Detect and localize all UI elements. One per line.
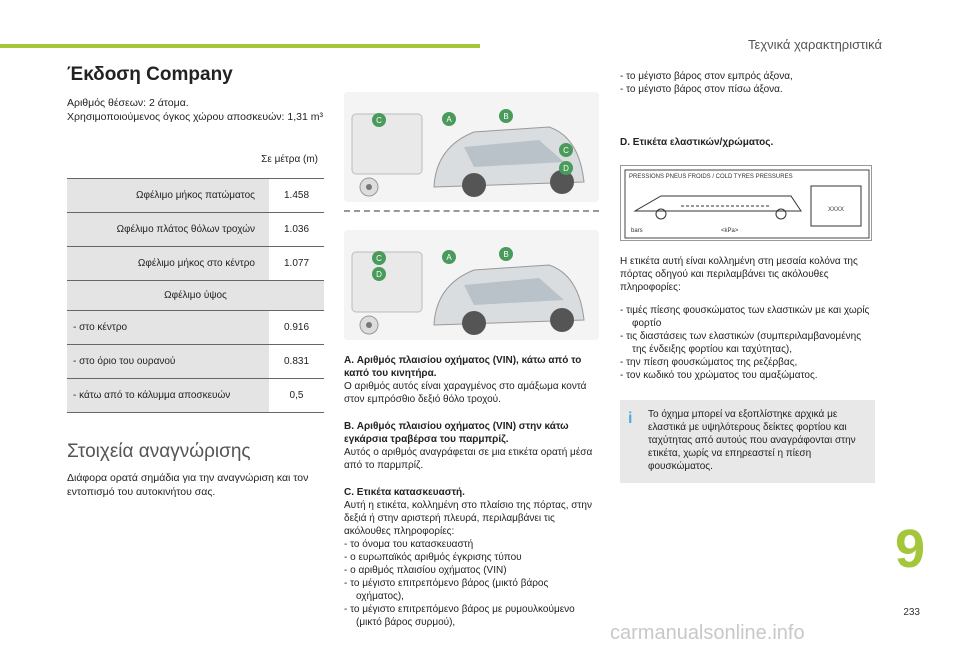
- marker-d-icon: [372, 267, 386, 281]
- info-box: [620, 400, 875, 483]
- height-header-row: Ωφέλιμο ύψος: [67, 280, 324, 310]
- section-c-list: [344, 538, 599, 629]
- car-illustration: [344, 230, 599, 340]
- svg-text:C: C: [376, 116, 382, 125]
- svg-text:C: C: [563, 146, 569, 155]
- list-item: - ο ευρωπαϊκός αριθμός έγκρισης τύπου: [344, 552, 522, 563]
- unit-header: Σε μέτρα (m): [67, 142, 324, 178]
- identification-title: Στοιχεία αναγνώρισης: [67, 440, 251, 462]
- table-row: Ωφέλιμο μήκος πατώματος 1.458: [67, 178, 324, 212]
- marker-a-icon: [442, 250, 456, 264]
- marker-d-icon: [559, 161, 573, 175]
- car-image-front: [344, 92, 599, 202]
- list-item: - ο αριθμός πλαισίου οχήματος (VIN): [344, 565, 507, 576]
- marker-b-icon: [499, 109, 513, 123]
- marker-a-icon: [442, 112, 456, 126]
- seats-text: Αριθμός θέσεων: 2 άτομα.: [67, 97, 189, 109]
- list-item: - το μέγιστο επιτρεπόμενο βάρος με ρυμουλκούμενο (μικτό βάρος συρμού),: [344, 604, 575, 628]
- table-row: - στο όριο του ουρανού 0.831: [67, 344, 324, 378]
- table-row: Ωφέλιμο πλάτος θόλων τροχών 1.036: [67, 212, 324, 246]
- car-image-rear: [344, 230, 599, 340]
- page-number: 233: [903, 607, 920, 618]
- chapter-number: 9: [894, 519, 925, 579]
- section-d-title: D. Ετικέτα ελαστικών/χρώματος.: [620, 137, 774, 148]
- table-row: Ωφέλιμο μήκος στο κέντρο 1.077: [67, 246, 324, 280]
- volume-text: Χρησιμοποιούμενος όγκος χώρου αποσκευών: 1,31 m³: [67, 111, 323, 123]
- svg-text:B: B: [503, 112, 509, 121]
- table-row: - στο κέντρο 0.916: [67, 310, 324, 344]
- list-item: - τιμές πίεσης φουσκώματος των ελαστικών με και χωρίς φορτίο: [620, 305, 870, 329]
- marker-b-icon: [499, 247, 513, 261]
- marker-c-icon: [372, 113, 386, 127]
- watermark-text: carmanualsonline.info: [610, 622, 805, 644]
- marker-c2-icon: [559, 143, 573, 157]
- section-d-text: Η ετικέτα αυτή είναι κολλημένη στη μεσαία κολόνα της πόρτας οδηγού και περιλαμβάνει τις ακόλουθες πληροφορίες:: [620, 256, 858, 293]
- list-item: - το όνομα του κατασκευαστή: [344, 539, 474, 550]
- company-title: Έκδοση Company: [67, 64, 233, 85]
- section-a-title: A. Αριθμός πλαισίου οχήματος (VIN), κάτω από το καπό του κινητήρα.: [344, 355, 582, 379]
- company-column: [67, 64, 324, 499]
- info-text: Το όχημα μπορεί να εξοπλίστηκε αρχικά με ελαστικά με υψηλότερους δείκτες φορτίου και ταχύτητας από αυτούς που αναγράφονται στην ετικέτα, χωρίς να επηρεαστεί η πίεση φουσκώματος.: [648, 409, 856, 472]
- svg-text:XXXX: XXXX: [827, 207, 845, 213]
- section-b: [344, 420, 599, 472]
- car-images-column: [344, 92, 599, 629]
- section-c: [344, 486, 599, 629]
- section-b-text: Αυτός ο αριθμός αναγράφεται σε μια ετικέτα ορατή μέσα από το παρμπρίζ.: [344, 447, 593, 471]
- section-a: [344, 354, 599, 406]
- section-c-title: C. Ετικέτα κατασκευαστή.: [344, 487, 465, 498]
- identification-intro: Διάφορα ορατά σημάδια για την αναγνώριση και τον εντοπισμό του αυτοκινήτου σας.: [67, 471, 309, 498]
- svg-text:A: A: [446, 253, 452, 262]
- list-item: - τον κωδικό του χρώματος του αμαξώματος.: [620, 370, 818, 381]
- svg-text:D: D: [563, 164, 569, 173]
- svg-text:C: C: [376, 254, 382, 263]
- list-item: - το μέγιστο βάρος στον πίσω άξονα.: [620, 84, 783, 95]
- section-header: Τεχνικά χαρακτηριστικά: [748, 37, 882, 52]
- svg-text:<kPa>: <kPa>: [721, 228, 739, 234]
- tyre-label-image: [620, 165, 872, 241]
- table-row: - κάτω από το κάλυμμα αποσκευών 0,5: [67, 378, 324, 412]
- svg-text:PRESSIONS PNEUS FROIDS / COLD: PRESSIONS PNEUS FROIDS / COLD TYRES PRESSURES: [629, 174, 793, 180]
- svg-text:A: A: [446, 115, 452, 124]
- tyre-label-illustration: [621, 166, 873, 242]
- divider: [344, 210, 599, 212]
- section-c-list-continued: [620, 70, 875, 96]
- section-b-title: B. Αριθμός πλαισίου οχήματος (VIN) στην κάτω εγκάρσια τραβέρσα του παρμπρίζ.: [344, 421, 569, 445]
- list-item: - τις διαστάσεις των ελαστικών (συμπεριλαμβανομένης της ένδειξης φορτίου και ταχύτητας),: [620, 331, 862, 355]
- info-icon: i: [628, 410, 633, 427]
- svg-text:D: D: [376, 270, 382, 279]
- dimensions-table: [67, 142, 324, 413]
- svg-text:bars: bars: [631, 228, 643, 234]
- list-item: - την πίεση φουσκώματος της ρεζέρβας,: [620, 357, 798, 368]
- section-d-list: [620, 304, 875, 382]
- marker-c-icon: [372, 251, 386, 265]
- label-column: [620, 70, 875, 483]
- header-accent-bar: [0, 44, 480, 48]
- list-item: - το μέγιστο επιτρεπόμενο βάρος (μικτό βάρος οχήματος),: [344, 578, 549, 602]
- car-illustration: [344, 92, 599, 202]
- list-item: - το μέγιστο βάρος στον εμπρός άξονα,: [620, 71, 793, 82]
- svg-text:B: B: [503, 250, 509, 259]
- section-c-text: Αυτή η ετικέτα, κολλημένη στο πλαίσιο της πόρτας, στην δεξιά ή στην αριστερή πλευρά, περιλαμβάνει τις ακόλουθες πληροφορίες:: [344, 500, 592, 537]
- section-a-text: Ο αριθμός αυτός είναι χαραγμένος στο αμάξωμα κοντά στον εμπρόσθιο δεξιό θόλο τροχού.: [344, 381, 587, 405]
